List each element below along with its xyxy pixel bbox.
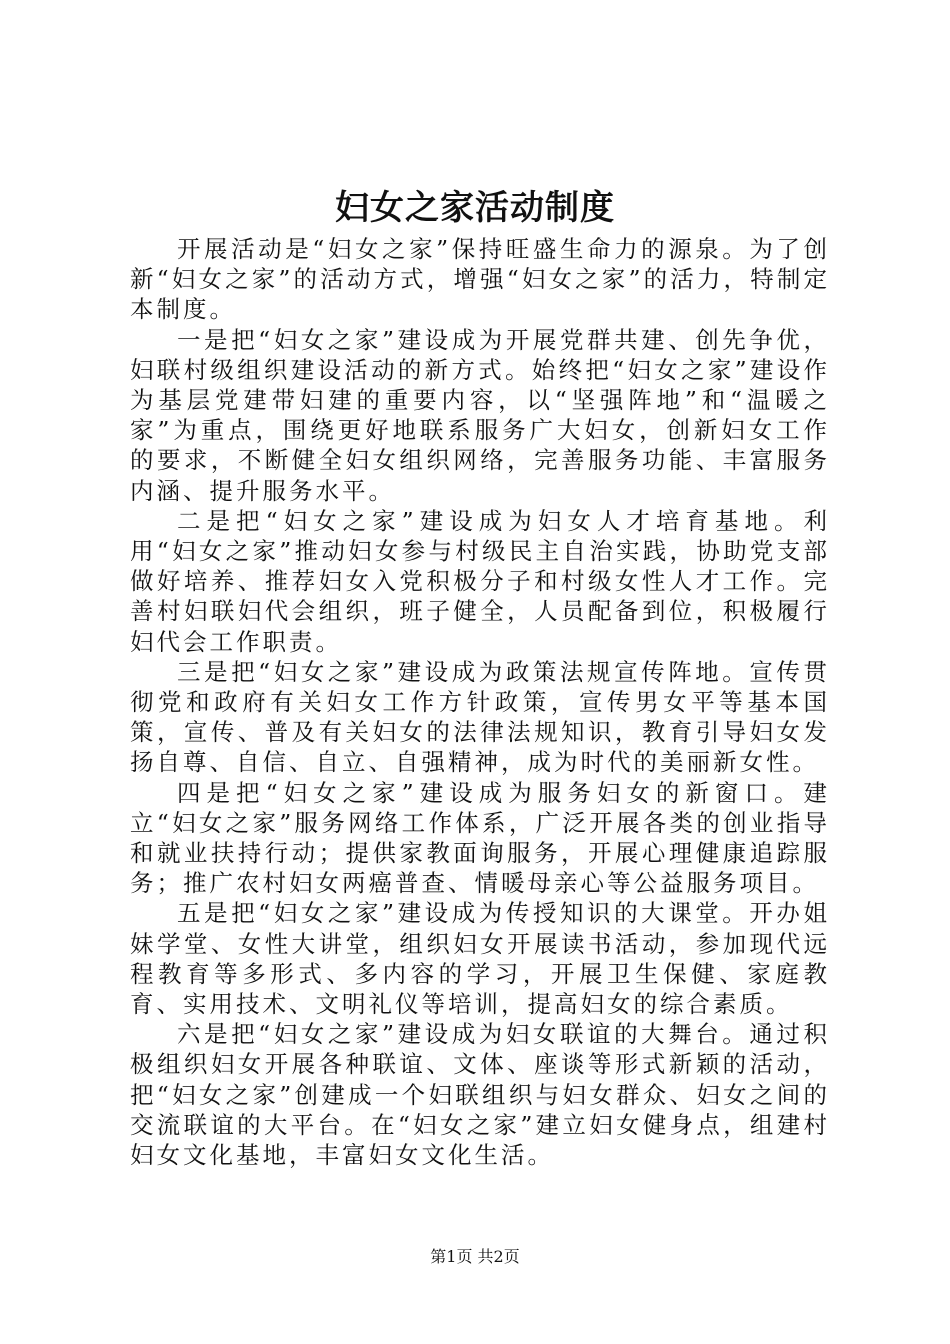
page-footer: 第1页 共2页 [430,1247,520,1266]
paragraph-item-5: 五是把“妇女之家”建设成为传授知识的大课堂。开办姐妹学堂、女性大讲堂，组织妇女开展读书活动，参加现代远程教育等多形式、多内容的学习，开展卫生保健、家庭教育、实用技术、文明礼仪等培训，提高妇女的综合素质。 [130,899,830,1019]
paragraph-item-6: 六是把“妇女之家”建设成为妇女联谊的大舞台。通过积极组织妇女开展各种联谊、文体、座谈等形式新颖的活动，把“妇女之家”创建成一个妇联组织与妇女群众、妇女之间的交流联谊的大平台。在“妇女之家”建立妇女健身点，组建村妇女文化基地，丰富妇女文化生活。 [130,1020,830,1170]
paragraph-item-4: 四是把“妇女之家”建设成为服务妇女的新窗口。建立“妇女之家”服务网络工作体系，广泛开展各类的创业指导和就业扶持行动；提供家教面询服务，开展心理健康追踪服务；推广农村妇女两癌普查、情暖母亲心等公益服务项目。 [130,778,830,898]
document-title: 妇女之家活动制度 [335,188,615,228]
paragraph-intro: 开展活动是“妇女之家”保持旺盛生命力的源泉。为了创新“妇女之家”的活动方式，增强“妇女之家”的活力，特制定本制度。 [130,235,830,324]
paragraph-item-1: 一是把“妇女之家”建设成为开展党群共建、创先争优，妇联村级组织建设活动的新方式。始终把“妇女之家”建设作为基层党建带妇建的重要内容，以“坚强阵地”和“温暖之家”为重点，围绕更好地联系服务广大妇女，创新妇女工作的要求，不断健全妇女组织网络，完善服务功能、丰富服务内涵、提升服务水平。 [130,325,830,505]
paragraph-item-2: 二是把“妇女之家”建设成为妇女人才培育基地。利用“妇女之家”推动妇女参与村级民主自治实践，协助党支部做好培养、推荐妇女入党积极分子和村级女性人才工作。完善村妇联妇代会组织，班子健全，人员配备到位，积极履行妇代会工作职责。 [130,506,830,656]
paragraph-item-3: 三是把“妇女之家”建设成为政策法规宣传阵地。宣传贯彻党和政府有关妇女工作方针政策，宣传男女平等基本国策，宣传、普及有关妇女的法律法规知识，教育引导妇女发扬自尊、自信、自立、自强精神，成为时代的美丽新女性。 [130,657,830,777]
document-body [130,234,830,1170]
